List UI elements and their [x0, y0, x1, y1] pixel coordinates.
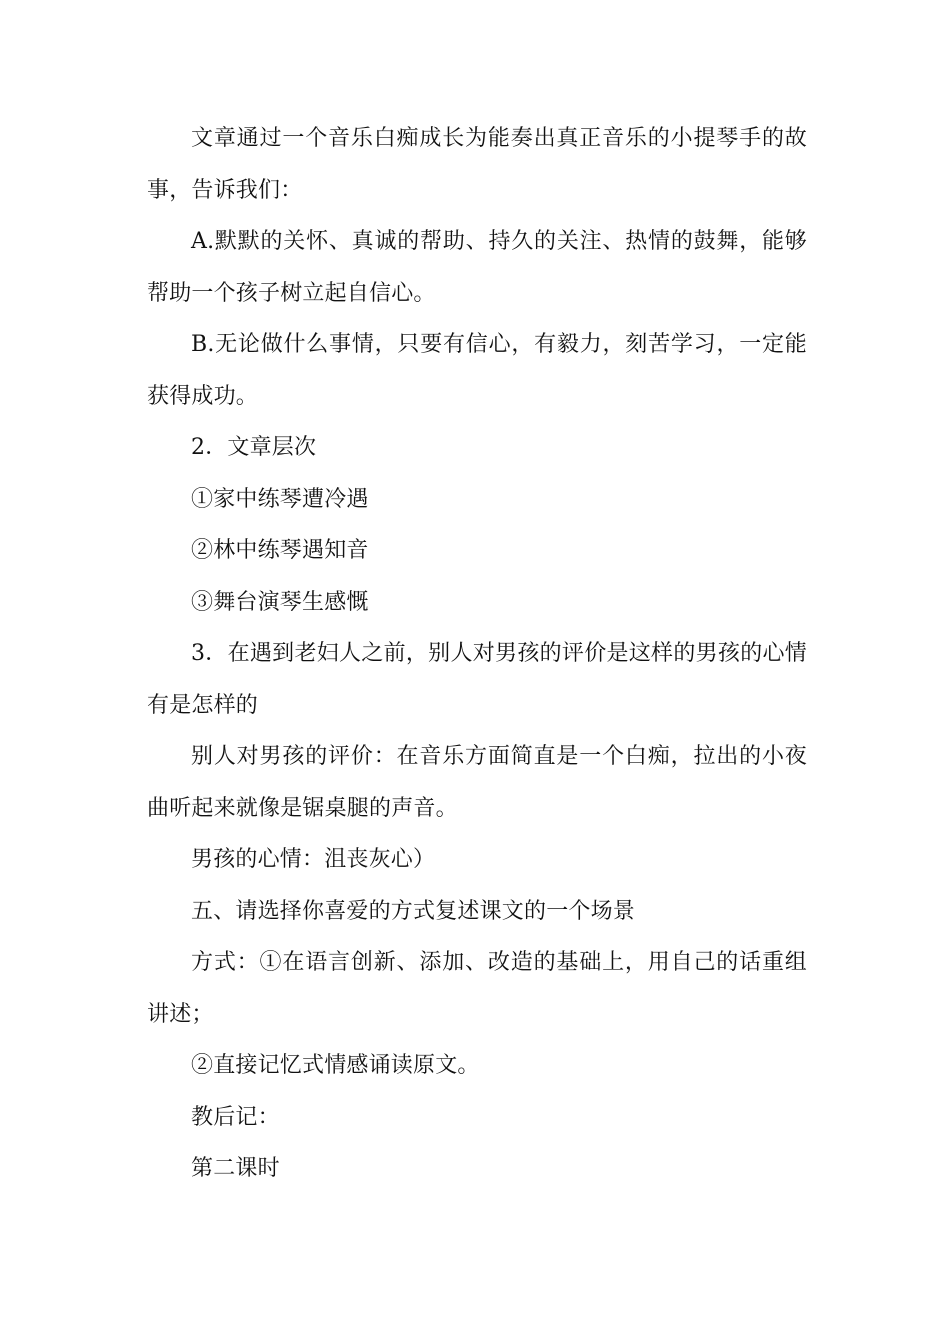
paragraph-lesson-b: B.无论做什么事情，只要有信心，有毅力，刻苦学习，一定能获得成功。 — [147, 332, 807, 409]
after-class-notes-label: 教后记： — [191, 1104, 280, 1130]
method-item-2: ②直接记忆式情感诵读原文。 — [191, 1053, 480, 1078]
method-paragraph: 方式：①在语言创新、添加、改造的基础上，用自己的话重组讲述； — [147, 950, 807, 1027]
structure-item-2: ②林中练琴遇知音 — [191, 538, 369, 563]
paragraph-lesson-a: A.默默的关怀、真诚的帮助、持久的关注、热情的鼓舞，能够帮助一个孩子树立起自信心。 — [147, 229, 807, 306]
second-lesson-heading: 第二课时 — [191, 1156, 280, 1181]
structure-item-1: ①家中练琴遭冷遇 — [191, 486, 369, 512]
paragraph-story-summary: 文章通过一个音乐白痴成长为能奏出真正音乐的小提琴手的故事，告诉我们： — [147, 126, 807, 203]
section-five-heading: 五、请选择你喜爱的方式复述课文的一个场景 — [191, 898, 636, 924]
structure-item-3: ③舞台演琴生感慨 — [191, 589, 369, 615]
document-body — [147, 113, 807, 1195]
heading-article-structure: 2．文章层次 — [191, 435, 317, 460]
question-3: 3．在遇到老妇人之前，别人对男孩的评价是这样的男孩的心情有是怎样的 — [147, 641, 807, 718]
answer-boy-mood: 男孩的心情：沮丧灰心） — [191, 847, 436, 872]
answer-others-evaluation: 别人对男孩的评价：在音乐方面简直是一个白痴，拉出的小夜曲听起来就像是锯桌腿的声音。 — [147, 744, 807, 821]
